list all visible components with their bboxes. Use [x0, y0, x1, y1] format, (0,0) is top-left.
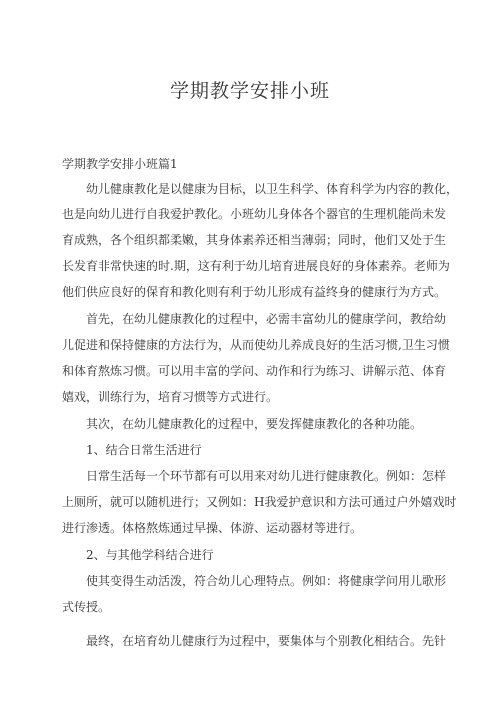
paragraph-line: 式传授。 [62, 600, 111, 614]
paragraph-line: 嬉戏，训练行为，培育习惯等方式进行。 [62, 390, 279, 404]
list-item-heading: 2、与其他学科结合进行 [86, 548, 214, 562]
paragraph-line: 其次，在幼儿健康教化的过程中，要发挥健康教化的各种功能。 [86, 417, 423, 431]
paragraph-line: 进行渗透。体格熬炼通过早操、体游、运动器材等进行。 [62, 521, 363, 535]
paragraph-line: 使其变得生动活泼，符合幼儿心理特点。例如：将健康学问用儿歌形 [86, 574, 447, 588]
paragraph-line: 上厕所，就可以随机进行；又例如：H我爱护意识和方法可通过户外嬉戏时 [62, 495, 457, 509]
paragraph-line: 和体育熬炼习惯。可以用丰富的学问、动作和行为练习、讲解示范、体育 [62, 364, 447, 378]
paragraph-line: 幼儿健康教化是以健康为目标，以卫生科学、体育科学为内容的教化， [86, 182, 459, 196]
paragraph-line: 儿促进和保持健康的方法行为，从而使幼儿养成良好的生活习惯,卫生习惯 [62, 338, 450, 352]
section-heading: 学期教学安排小班篇1 [62, 157, 178, 171]
paragraph-line: 育成熟，各个组织都柔嫩，其身体素养还相当薄弱；同时，他们又处于生 [62, 233, 447, 247]
paragraph-line: 首先，在幼儿健康教化的过程中，必需丰富幼儿的健康学问，教给幼 [86, 312, 447, 326]
document-title: 学期教学安排小班 [169, 80, 330, 102]
paragraph-line: 也是向幼儿进行自我爱护教化。小班幼儿身体各个器官的生理机能尚未发 [62, 207, 447, 221]
paragraph-line: 最终，在培育幼儿健康行为过程中，要集体与个别教化相结合。先针 [86, 634, 447, 648]
paragraph-line: 日常生活每一个环节都有可以用来对幼儿进行健康教化。例如：怎样 [86, 469, 447, 483]
paragraph-line: 他们供应良好的保育和教化则有利于幼儿形成有益终身的健康行为方式。 [62, 285, 447, 299]
paragraph-line: 长发育非常快速的时.期，这有利于幼儿培育进展良好的身体素养。老师为 [62, 259, 450, 273]
list-item-heading: 1、结合日常生活进行 [86, 443, 202, 457]
